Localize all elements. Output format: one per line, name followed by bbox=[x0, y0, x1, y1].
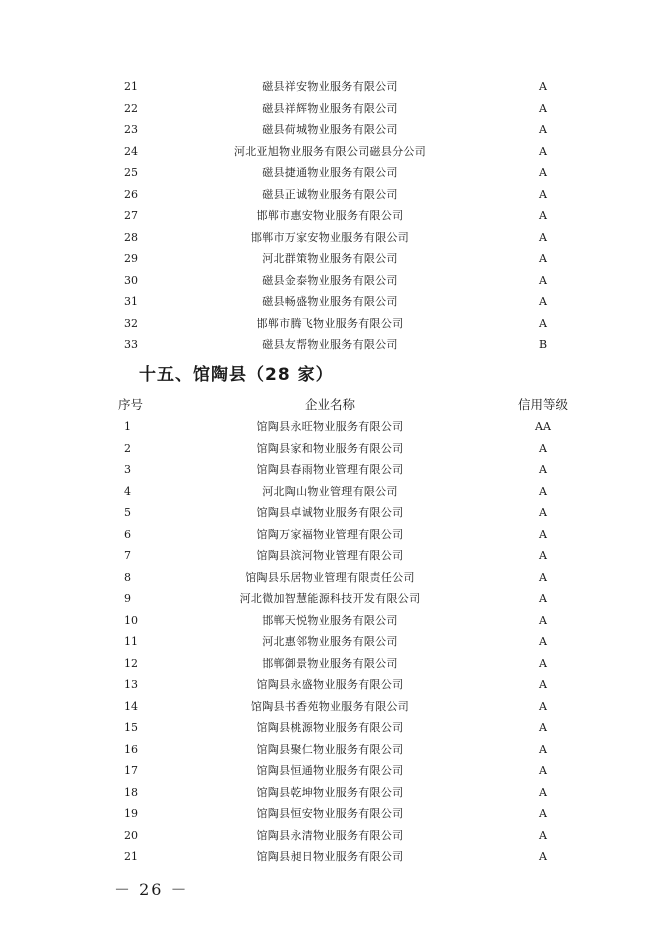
credit-grade: A bbox=[539, 80, 547, 93]
credit-grade: A bbox=[539, 678, 547, 691]
row-number: 3 bbox=[124, 463, 131, 476]
credit-grade: A bbox=[539, 592, 547, 605]
table-header bbox=[100, 394, 600, 416]
table-row bbox=[100, 545, 600, 567]
company-name: 磁县金泰物业服务有限公司 bbox=[262, 273, 398, 287]
company-name: 馆陶县昶日物业服务有限公司 bbox=[256, 850, 404, 863]
row-number: 17 bbox=[124, 764, 138, 777]
table-row bbox=[100, 313, 600, 335]
credit-grade: A bbox=[539, 316, 547, 330]
credit-grade: A bbox=[539, 463, 547, 476]
section-title: 十五、馆陶县（28 家） bbox=[139, 365, 334, 385]
table-row bbox=[100, 739, 600, 761]
company-name: 邯郸御景物业服务有限公司 bbox=[262, 656, 398, 670]
company-name: 磁县友帮物业服务有限公司 bbox=[262, 338, 398, 351]
section-table bbox=[100, 416, 600, 868]
credit-grade: B bbox=[538, 338, 548, 351]
table-row bbox=[100, 248, 600, 270]
credit-grade: A bbox=[539, 101, 547, 115]
row-number: 6 bbox=[124, 527, 131, 541]
row-number: 24 bbox=[124, 144, 138, 158]
table-row bbox=[100, 803, 600, 825]
company-name: 馆陶县春雨物业管理有限公司 bbox=[256, 463, 404, 476]
table-row bbox=[100, 76, 600, 98]
credit-grade: A bbox=[539, 807, 547, 820]
company-name: 馆陶县恒通物业服务有限公司 bbox=[256, 764, 404, 777]
header-num: 序号 bbox=[118, 397, 144, 412]
row-number: 12 bbox=[124, 656, 138, 670]
credit-grade: AA bbox=[535, 420, 551, 433]
row-number: 30 bbox=[124, 273, 138, 287]
company-name: 馆陶万家福物业管理有限公司 bbox=[256, 527, 404, 541]
page-number: － 26 － bbox=[114, 880, 189, 899]
table-row bbox=[100, 162, 600, 184]
header-name: 企业名称 bbox=[304, 397, 355, 412]
table-row bbox=[100, 481, 600, 503]
table-row bbox=[100, 846, 600, 868]
row-number: 25 bbox=[124, 166, 138, 179]
row-number: 33 bbox=[124, 338, 138, 351]
row-number: 11 bbox=[124, 635, 138, 648]
row-number: 10 bbox=[124, 613, 138, 627]
credit-grade: A bbox=[539, 209, 547, 222]
credit-grade: A bbox=[539, 828, 547, 842]
company-name: 河北陶山物业管理有限公司 bbox=[262, 484, 398, 498]
row-number: 31 bbox=[124, 295, 138, 308]
table-row bbox=[100, 227, 600, 249]
row-number: 28 bbox=[124, 230, 138, 244]
row-number: 5 bbox=[124, 506, 131, 519]
company-name: 邯郸市惠安物业服务有限公司 bbox=[256, 209, 404, 222]
company-name: 磁县祥安物业服务有限公司 bbox=[262, 80, 398, 93]
company-name: 邯郸市万家安物业服务有限公司 bbox=[250, 230, 410, 244]
table-row bbox=[100, 502, 600, 524]
row-number: 21 bbox=[124, 850, 138, 863]
row-number: 13 bbox=[124, 678, 138, 691]
row-number: 29 bbox=[124, 252, 138, 265]
row-number: 23 bbox=[124, 123, 138, 136]
company-name: 馆陶县永旺物业服务有限公司 bbox=[256, 420, 404, 433]
table-row bbox=[100, 291, 600, 313]
row-number: 27 bbox=[124, 209, 138, 222]
company-name: 馆陶县乐居物业管理有限责任公司 bbox=[245, 570, 415, 584]
table-row bbox=[100, 98, 600, 120]
credit-grade: A bbox=[539, 252, 547, 265]
row-number: 9 bbox=[124, 592, 131, 605]
row-number: 32 bbox=[124, 316, 138, 330]
credit-grade: A bbox=[539, 613, 547, 627]
company-name: 邯郸天悦物业服务有限公司 bbox=[262, 613, 398, 627]
table-row bbox=[100, 524, 600, 546]
company-name: 馆陶县家和物业服务有限公司 bbox=[256, 441, 404, 455]
company-name: 馆陶县永盛物业服务有限公司 bbox=[256, 678, 404, 691]
company-name: 磁县正诚物业服务有限公司 bbox=[262, 187, 398, 201]
row-number: 20 bbox=[124, 828, 138, 842]
company-name: 馆陶县桃源物业服务有限公司 bbox=[256, 721, 404, 734]
table-row bbox=[100, 674, 600, 696]
credit-grade: A bbox=[539, 484, 547, 498]
company-name: 河北惠邻物业服务有限公司 bbox=[262, 635, 398, 648]
company-name: 馆陶县乾坤物业服务有限公司 bbox=[256, 785, 404, 799]
company-name: 河北群策物业服务有限公司 bbox=[262, 252, 398, 265]
table-row bbox=[100, 653, 600, 675]
table-row bbox=[100, 696, 600, 718]
credit-grade: A bbox=[539, 764, 547, 777]
table-row bbox=[100, 760, 600, 782]
table-row bbox=[100, 717, 600, 739]
row-number: 1 bbox=[124, 420, 131, 433]
credit-grade: A bbox=[539, 123, 547, 136]
row-number: 14 bbox=[124, 699, 138, 713]
row-number: 18 bbox=[124, 785, 138, 799]
credit-grade: A bbox=[539, 144, 547, 158]
credit-grade: A bbox=[539, 549, 547, 562]
credit-grade: A bbox=[539, 742, 547, 756]
credit-grade: A bbox=[539, 441, 547, 455]
table-row bbox=[100, 567, 600, 589]
table-row bbox=[100, 184, 600, 206]
credit-grade: A bbox=[539, 506, 547, 519]
company-name: 邯郸市腾飞物业服务有限公司 bbox=[256, 316, 404, 330]
credit-grade: A bbox=[539, 570, 547, 584]
row-number: 19 bbox=[124, 807, 138, 820]
row-number: 2 bbox=[124, 441, 131, 455]
row-number: 8 bbox=[124, 570, 131, 584]
company-name: 馆陶县卓诚物业服务有限公司 bbox=[256, 506, 404, 519]
row-number: 4 bbox=[124, 484, 131, 498]
company-name: 馆陶县恒安物业服务有限公司 bbox=[256, 807, 404, 820]
company-name: 磁县祥辉物业服务有限公司 bbox=[262, 101, 398, 115]
header-grade: 信用等级 bbox=[517, 397, 568, 412]
table-row bbox=[100, 631, 600, 653]
company-name: 馆陶县书香苑物业服务有限公司 bbox=[250, 699, 410, 713]
row-number: 21 bbox=[124, 80, 138, 93]
row-number: 15 bbox=[124, 721, 138, 734]
credit-grade: A bbox=[539, 187, 547, 201]
table-row bbox=[100, 270, 600, 292]
credit-grade: A bbox=[539, 230, 547, 244]
credit-grade: A bbox=[539, 295, 547, 308]
table-row bbox=[100, 438, 600, 460]
table-row bbox=[100, 825, 600, 847]
credit-grade: A bbox=[539, 699, 547, 713]
company-name: 馆陶县聚仁物业服务有限公司 bbox=[256, 742, 404, 756]
company-name: 磁县荷城物业服务有限公司 bbox=[262, 123, 398, 136]
credit-grade: A bbox=[539, 850, 547, 863]
table-row bbox=[100, 588, 600, 610]
table-row bbox=[100, 782, 600, 804]
table-row bbox=[100, 459, 600, 481]
company-name: 馆陶县滨河物业管理有限公司 bbox=[256, 549, 404, 562]
credit-grade: A bbox=[539, 635, 547, 648]
table-row bbox=[100, 610, 600, 632]
table-row bbox=[100, 205, 600, 227]
credit-grade: A bbox=[539, 527, 547, 541]
top-table bbox=[100, 76, 600, 356]
row-number: 22 bbox=[124, 101, 138, 115]
credit-grade: A bbox=[539, 273, 547, 287]
credit-grade: A bbox=[539, 656, 547, 670]
table-row bbox=[100, 119, 600, 141]
company-name: 磁县捷通物业服务有限公司 bbox=[262, 166, 398, 179]
company-name: 馆陶县永清物业服务有限公司 bbox=[256, 828, 404, 842]
company-name: 河北微加智慧能源科技开发有限公司 bbox=[239, 592, 421, 605]
company-name: 磁县畅盛物业服务有限公司 bbox=[262, 295, 398, 308]
company-name: 河北亚旭物业服务有限公司磁县分公司 bbox=[233, 144, 427, 158]
row-number: 16 bbox=[124, 742, 138, 756]
table-row bbox=[100, 334, 600, 356]
row-number: 26 bbox=[124, 187, 138, 201]
table-row bbox=[100, 141, 600, 163]
row-number: 7 bbox=[124, 549, 131, 562]
credit-grade: A bbox=[539, 785, 547, 799]
credit-grade: A bbox=[539, 721, 547, 734]
credit-grade: A bbox=[539, 166, 547, 179]
table-row bbox=[100, 416, 600, 438]
